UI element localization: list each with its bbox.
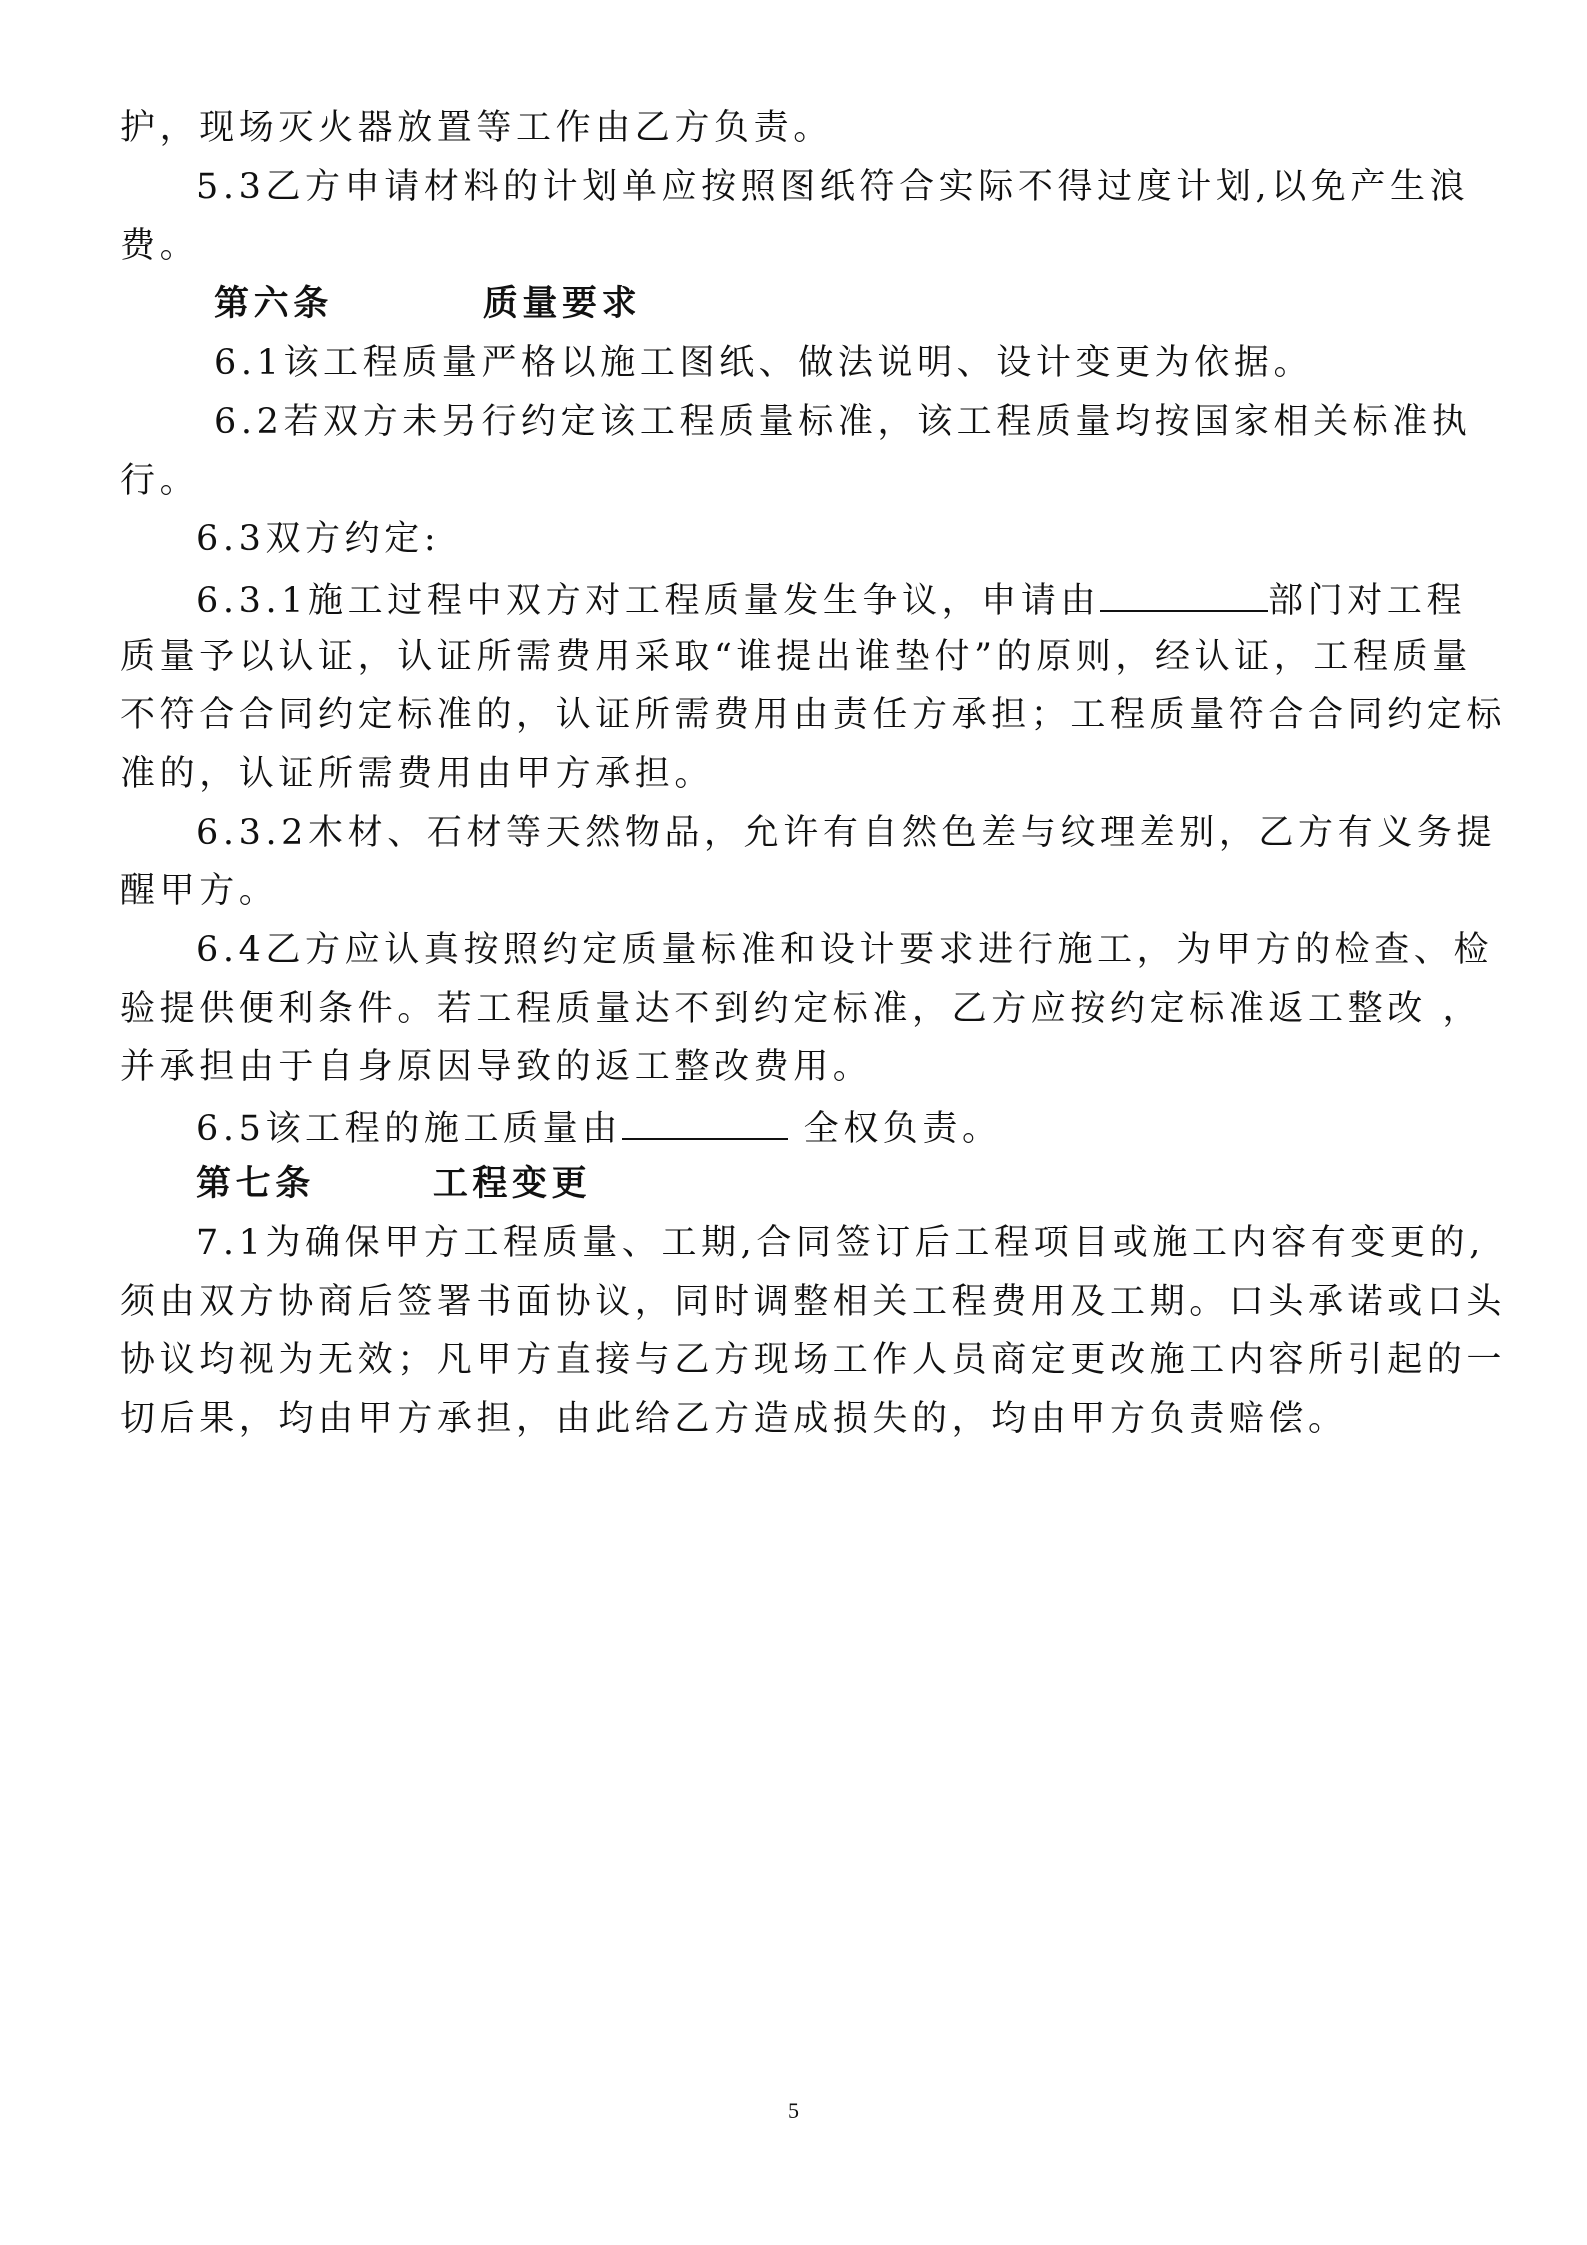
paragraph-text: 6.3.1施工过程中双方对工程质量发生争议，申请由 bbox=[196, 581, 1101, 621]
page-number: 5 bbox=[788, 2098, 799, 2123]
paragraph-line: 费。 bbox=[120, 226, 200, 266]
paragraph-line: 行。 bbox=[120, 461, 200, 501]
paragraph-text: 6.5该工程的施工质量由 bbox=[196, 1109, 622, 1149]
paragraph-line bbox=[196, 1104, 1506, 1148]
section-number: 第七条 bbox=[196, 1163, 315, 1204]
paragraph-line: 6.4乙方应认真按照约定质量标准和设计要求进行施工，为甲方的检查、检 bbox=[196, 930, 1494, 970]
paragraph-line: 协议均视为无效；凡甲方直接与乙方现场工作人员商定更改施工内容所引起的一 bbox=[120, 1340, 1507, 1380]
paragraph-line: 质量予以认证，认证所需费用采取“谁提出谁垫付”的原则，经认证，工程质量 bbox=[120, 637, 1472, 677]
paragraph-line: 醒甲方。 bbox=[120, 871, 279, 911]
paragraph-line: 护，现场灭火器放置等工作由乙方负责。 bbox=[120, 108, 833, 148]
paragraph-line: 7.1为确保甲方工程质量、工期,合同签订后工程项目或施工内容有变更的, bbox=[196, 1223, 1485, 1263]
paragraph-line: 须由双方协商后签署书面协议，同时调整相关工程费用及工期。口头承诺或口头 bbox=[120, 1282, 1507, 1322]
paragraph-line: 切后果，均由甲方承担，由此给乙方造成损失的，均由甲方负责赔偿。 bbox=[120, 1399, 1348, 1439]
paragraph-line: 并承担由于自身原因导致的返工整改费用。 bbox=[120, 1047, 873, 1087]
section-title: 质量要求 bbox=[482, 283, 642, 324]
paragraph-text: 全权负责。 bbox=[787, 1109, 1002, 1149]
paragraph-line: 验提供便利条件。若工程质量达不到约定标准，乙方应按约定标准返工整改 ， bbox=[120, 989, 1483, 1029]
fill-in-blank bbox=[1100, 576, 1268, 612]
paragraph-line: 6.3.2木材、石材等天然物品，允许有自然色差与纹理差别，乙方有义务提 bbox=[196, 813, 1497, 853]
section-heading-7 bbox=[196, 1162, 1506, 1206]
section-title: 工程变更 bbox=[432, 1163, 592, 1204]
paragraph-line bbox=[196, 576, 1506, 620]
paragraph-text: 部门对工程 bbox=[1268, 581, 1467, 621]
fill-in-blank bbox=[622, 1104, 788, 1140]
paragraph-line: 准的，认证所需费用由甲方承担。 bbox=[120, 754, 715, 794]
paragraph-line: 6.1该工程质量严格以施工图纸、做法说明、设计变更为依据。 bbox=[214, 343, 1314, 383]
paragraph-line: 6.3双方约定: bbox=[196, 519, 441, 559]
section-heading-6 bbox=[214, 282, 1524, 326]
paragraph-line: 5.3乙方申请材料的计划单应按照图纸符合实际不得过度计划,以免产生浪 bbox=[196, 167, 1470, 207]
paragraph-line: 6.2若双方未另行约定该工程质量标准，该工程质量均按国家相关标准执 bbox=[214, 402, 1472, 442]
paragraph-line: 不符合合同约定标准的，认证所需费用由责任方承担；工程质量符合合同约定标 bbox=[120, 695, 1507, 735]
section-number: 第六条 bbox=[214, 283, 333, 324]
